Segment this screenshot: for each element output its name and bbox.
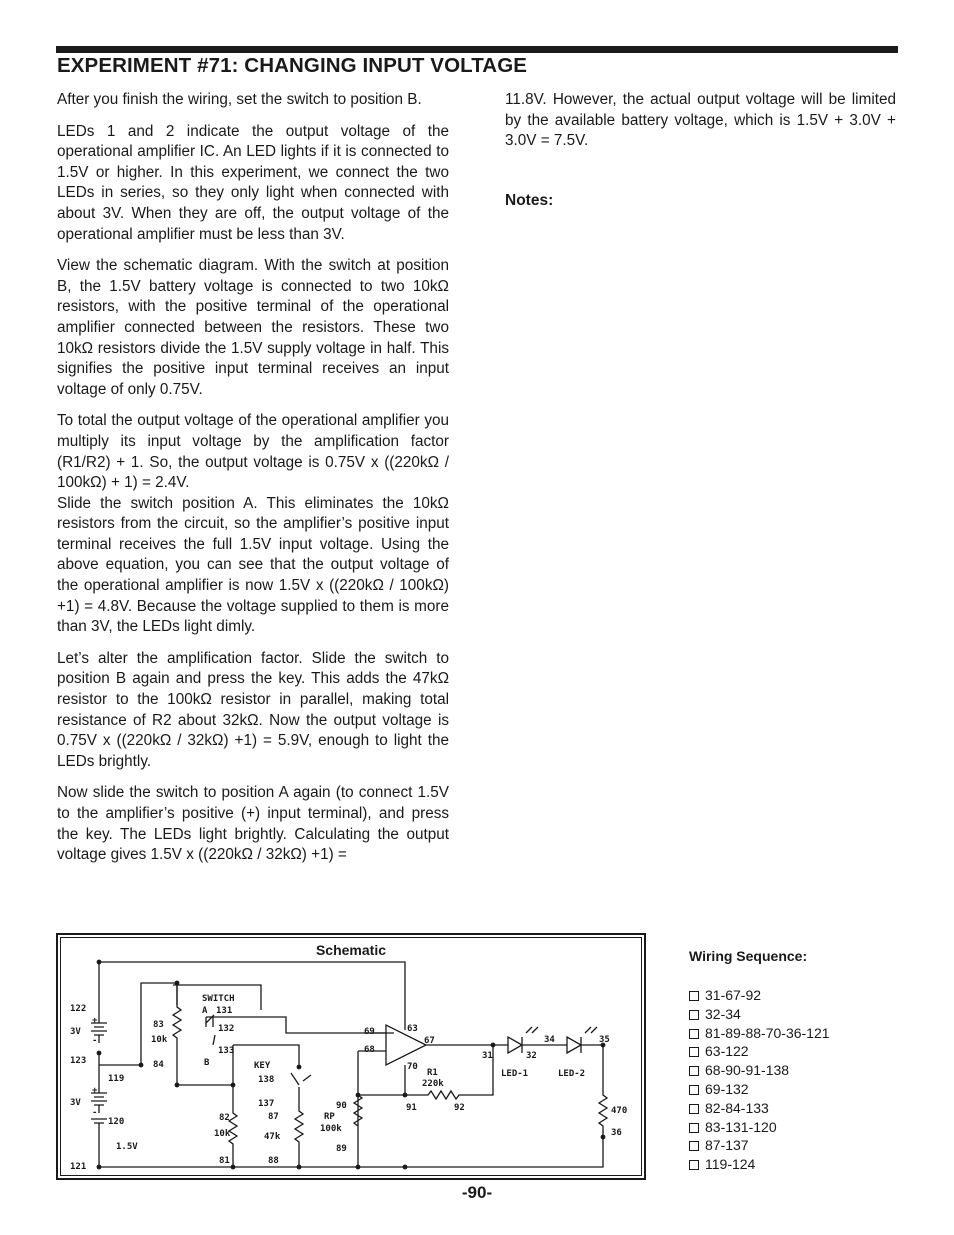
list-item [689, 1061, 830, 1080]
node-label: 132 [218, 1024, 235, 1034]
list-item [689, 1155, 830, 1174]
schematic-box [56, 933, 646, 1180]
checkbox-icon[interactable] [689, 1085, 699, 1095]
switch-a-label: A [202, 1006, 208, 1016]
list-item [689, 1042, 830, 1061]
wiring-step: 32-34 [705, 1005, 741, 1022]
rp-value: 100k [320, 1124, 342, 1134]
node-label: 69 [364, 1027, 375, 1037]
paragraph: LEDs 1 and 2 indicate the output voltage of the operational amplifier IC. An LED lights if it is connected to 1.5V or higher. In this experiment, we connect the two LEDs in series, so they only light when connected with about 3V. When they are off, the output voltage of the operational amplifier must be less than 3V. [57, 122, 449, 243]
node-label: 131 [216, 1006, 233, 1016]
checkbox-icon[interactable] [689, 1066, 699, 1076]
node-label: 91 [406, 1103, 417, 1113]
checkbox-icon[interactable] [689, 991, 699, 1001]
list-item [689, 986, 830, 1005]
node-label: 31 [482, 1051, 493, 1061]
node-label: 36 [611, 1128, 622, 1138]
schematic-diagram [58, 935, 644, 1178]
wiring-step: 68-90-91-138 [705, 1062, 790, 1079]
node-label: 34 [544, 1035, 555, 1045]
led2-label: LED-2 [558, 1069, 586, 1079]
node-label: 35 [599, 1035, 610, 1045]
node-label: 133 [218, 1046, 235, 1056]
paragraph: Slide the switch position A. This eliminates the 10kΩ resistors from the circuit, so the amplifier’s positive input terminal receives the full 1.5V input voltage. Using the above equation, you can see that the output voltage of the operational amplifier is now 1.5V x ((220kΩ / 100kΩ) +1) = 4.8V. Because the voltage supplied to them is more than 3V, the LEDs light dimly. [57, 494, 449, 636]
node-label: 32 [526, 1051, 537, 1061]
list-item [689, 1005, 830, 1024]
key-label: KEY [254, 1061, 271, 1071]
paragraph: View the schematic diagram. With the switch at position B, the 1.5V battery voltage is connected to two 10kΩ resistors, with the positive terminal of the operational amplifier connected between the resistors. These two 10kΩ resistors divide the 1.5V supply voltage in half. This signifies the positive input terminal receives an input voltage of only 0.75V. [57, 257, 449, 398]
checkbox-icon[interactable] [689, 1123, 699, 1133]
wiring-step: 69-132 [705, 1080, 749, 1097]
list-item [689, 1118, 830, 1137]
paragraph: 11.8V. However, the actual output voltage will be limited by the available battery voltage, which is 1.5V + 3.0V + 3.0V = 7.5V. [505, 91, 896, 150]
node-label: 70 [407, 1062, 418, 1072]
switch-label: SWITCH [202, 994, 235, 1004]
battery-plus-label: + [92, 1086, 98, 1096]
right-column [505, 90, 896, 152]
wiring-sequence-list [689, 986, 830, 1174]
node-label: 68 [364, 1045, 375, 1055]
node-label: 123 [70, 1056, 87, 1066]
schematic-title: Schematic [315, 942, 387, 958]
r1-value: 220k [422, 1079, 444, 1089]
node-label: 90 [336, 1101, 347, 1111]
battery-3v-bottom-label: 3V [70, 1098, 81, 1108]
list-item [689, 1024, 830, 1043]
node-label: 87 [268, 1112, 279, 1122]
wiring-step: 31-67-92 [705, 987, 762, 1003]
battery-minus-label: - [92, 1036, 98, 1046]
checkbox-icon[interactable] [689, 1104, 699, 1114]
node-label: 82 [219, 1113, 230, 1123]
paragraph: Let’s alter the amplification factor. Slide the switch to position B again and press the key. This adds the 47kΩ resistor to the 100kΩ resistor in parallel, making total resistance of R2 about 32kΩ. Now the output voltage is 0.75V x ((220kΩ / 32kΩ) +1) = 5.9V, enough to light the LEDs brightly. [57, 649, 449, 770]
node-label: 81 [219, 1156, 230, 1166]
wiring-step: 63-122 [705, 1043, 749, 1060]
checkbox-icon[interactable] [689, 1160, 699, 1170]
wiring-step: 119-124 [705, 1156, 756, 1173]
wiring-step: 81-89-88-70-36-121 [705, 1024, 830, 1041]
paragraph: After you finish the wiring, set the switch to position B. [57, 91, 422, 108]
list-item [689, 1080, 830, 1099]
led1-label: LED-1 [501, 1069, 529, 1079]
top-rule [56, 46, 898, 53]
node-label: 122 [70, 1004, 87, 1014]
r-10k-bottom-value: 10k [214, 1129, 231, 1139]
paragraph: Now slide the switch to position A again (to connect 1.5V to the amplifier’s positive (+) input terminal), and press the key. The LEDs light brightly. Calculating the output voltage gives 1.5V x ((220kΩ / 32kΩ) +1) = [57, 784, 449, 864]
battery-minus-label: - [92, 1108, 98, 1118]
node-label: 83 [153, 1020, 164, 1030]
switch-b-label: B [204, 1058, 210, 1068]
node-label: 138 [258, 1075, 275, 1085]
battery-plus-label: + [92, 1016, 98, 1026]
page-title: EXPERIMENT #71: CHANGING INPUT VOLTAGE [57, 54, 528, 77]
node-label: 63 [407, 1024, 418, 1034]
wiring-step: 83-131-120 [705, 1118, 777, 1135]
list-item [689, 1099, 830, 1118]
r-10k-top-value: 10k [151, 1035, 168, 1045]
checkbox-icon[interactable] [689, 1047, 699, 1057]
node-label: 92 [454, 1103, 465, 1113]
page-number: -90- [461, 1183, 493, 1202]
checkbox-icon[interactable] [689, 1141, 699, 1151]
wiring-step: 82-84-133 [705, 1099, 769, 1116]
battery-3v-top-label: 3V [70, 1027, 81, 1037]
list-item [689, 1136, 830, 1155]
node-label: 121 [70, 1162, 87, 1172]
r-47k-value: 47k [264, 1132, 281, 1142]
paragraph: To total the output voltage of the operational amplifier you multiply its input voltage by the amplification factor (R1/R2) + 1. So, the output voltage is 0.75V x ((220kΩ / 100kΩ) + 1) = 2.4V. [57, 412, 449, 492]
checkbox-icon[interactable] [689, 1010, 699, 1020]
left-column [57, 90, 449, 877]
battery-1v5-label: 1.5V [116, 1142, 138, 1152]
node-label: 137 [258, 1099, 275, 1109]
rp-label: RP [324, 1112, 335, 1122]
node-label: 120 [108, 1117, 125, 1127]
node-label: 84 [153, 1060, 164, 1070]
wiring-sequence-title: Wiring Sequence: [689, 948, 808, 964]
wiring-step: 87-137 [705, 1137, 749, 1154]
node-label: 119 [108, 1074, 125, 1084]
node-label: 89 [336, 1144, 347, 1154]
node-label: 67 [424, 1036, 435, 1046]
r1-label: R1 [427, 1068, 438, 1078]
r-470-value: 470 [611, 1106, 628, 1116]
node-label: 88 [268, 1156, 279, 1166]
checkbox-icon[interactable] [689, 1029, 699, 1039]
notes-label: Notes: [505, 192, 554, 209]
